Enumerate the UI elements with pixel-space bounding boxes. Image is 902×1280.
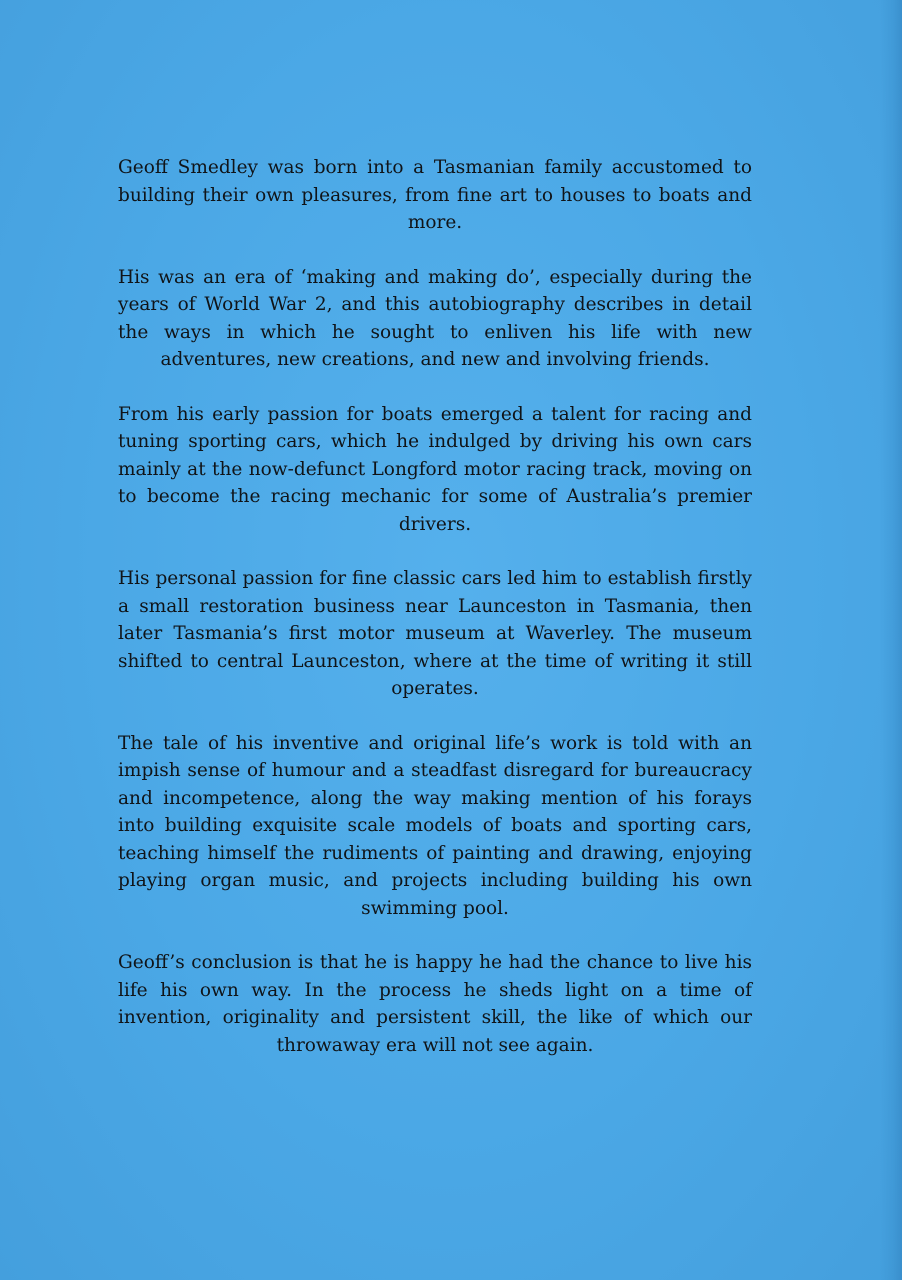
blurb-text — [118, 154, 752, 1086]
blurb-paragraph-5: The tale of his inventive and original life’s work is told with an impish sense of humour and a steadfast disregard for bureaucracy and incompetence, along the way making mention of his forays into building exquisite scale models of boats and sporting cars, teaching himself the rudiments of painting and drawing, enjoying playing organ music, and projects including building his own swimming pool. — [118, 732, 752, 919]
cover-edge-shadow — [880, 0, 902, 1280]
blurb-paragraph-2: His was an era of ‘making and making do’, especially during the years of World War 2, and this autobiography describes in detail the ways in which he sought to enliven his life with new adventures, new creations, and new and involving friends. — [118, 266, 752, 370]
blurb-paragraph-6: Geoff’s conclusion is that he is happy he had the chance to live his life his own way. In the process he sheds light on a time of invention, originality and persistent skill, the like of which our throwaway era will not see again. — [118, 952, 752, 1056]
blurb-paragraph-3: From his early passion for boats emerged a talent for racing and tuning sporting cars, which he indulged by driving his own cars mainly at the now-defunct Longford motor racing track, moving on to become the racing mechanic for some of Australia’s premier drivers. — [118, 403, 752, 535]
blurb-paragraph-4: His personal passion for fine classic cars led him to establish firstly a small restoration business near Launceston in Tasmania, then later Tasmania’s first motor museum at Waverley. The museum shifted to central Launceston, where at the time of writing it still operates. — [118, 568, 752, 699]
blurb-paragraph-1: Geoff Smedley was born into a Tasmanian family accustomed to building their own pleasures, from fine art to houses to boats and more. — [118, 157, 752, 233]
